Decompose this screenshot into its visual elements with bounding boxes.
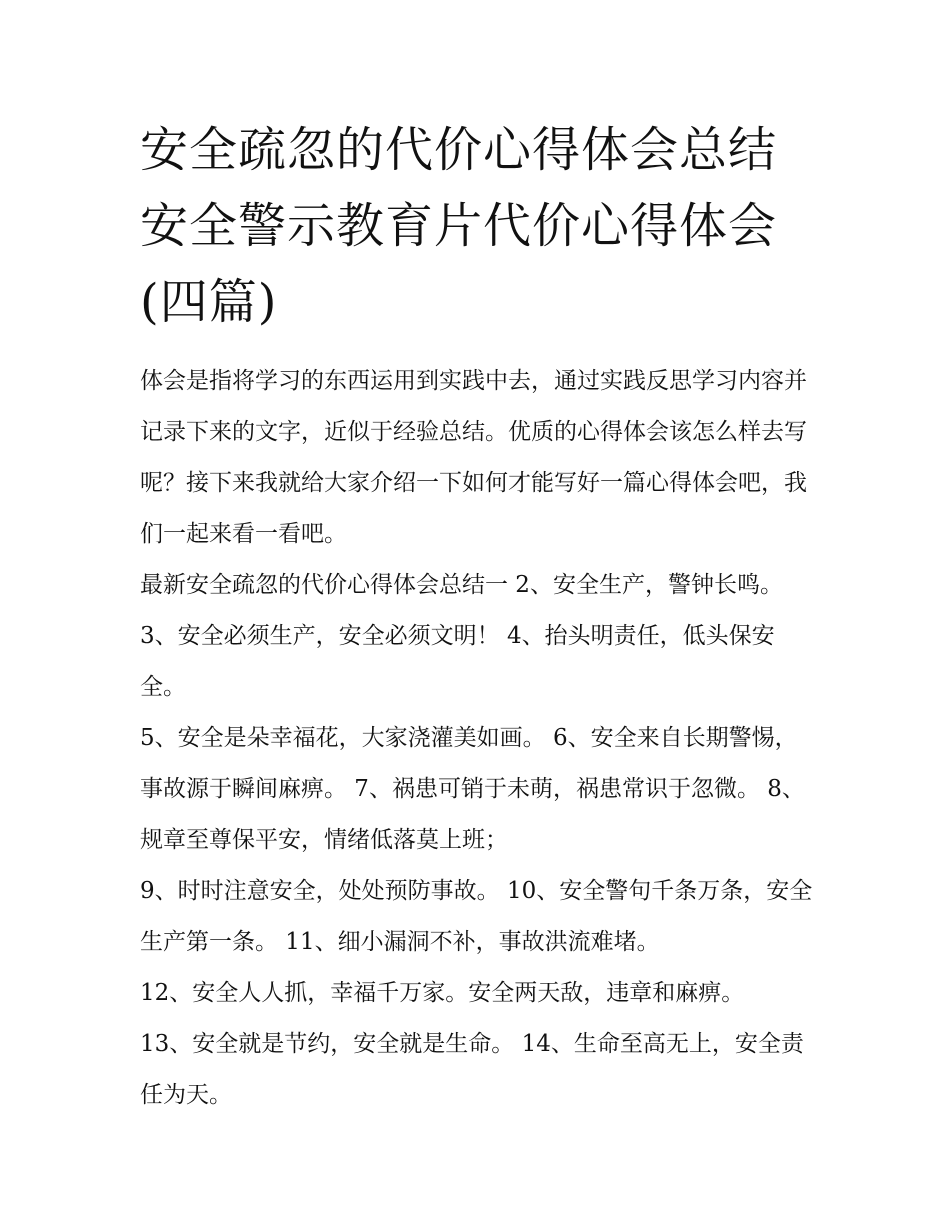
title-line-2: 安全警示教育片代价心得体会 bbox=[140, 198, 778, 254]
paragraph-slogans-5: 13、安全就是节约，安全就是生命。 14、生命至高无上，安全责任为天。 bbox=[140, 1031, 804, 1108]
paragraph-slogans-1: 最新安全疏忽的代价心得体会总结一 2、安全生产，警钟长鸣。 3、安全必须生产，安全必须文明！ 4、抬头明责任，低头保安全。 bbox=[140, 572, 783, 700]
paragraph-intro: 体会是指将学习的东西运用到实践中去，通过实践反思学习内容并记录下来的文字，近似于经验总结。优质的心得体会该怎么样去写呢？接下来我就给大家介绍一下如何才能写好一篇心得体会吧，我们一起来看一看吧。 bbox=[140, 368, 807, 547]
paragraph-slogans-4: 12、安全人人抓，幸福千万家。安全两天敌，违章和麻痹。 bbox=[140, 980, 745, 1006]
paragraph-slogans-3: 9、时时注意安全，处处预防事故。 10、安全警句千条万条，安全生产第一条。 11、细小漏洞不补，事故洪流难堵。 bbox=[140, 878, 813, 955]
title-line-3: (四篇) bbox=[140, 274, 278, 330]
title-line-1: 安全疏忽的代价心得体会总结 bbox=[140, 122, 778, 178]
document-title bbox=[140, 112, 830, 340]
paragraph-slogans-2: 5、安全是朵幸福花，大家浇灌美如画。 6、安全来自长期警惕，事故源于瞬间麻痹。 7、祸患可销于未萌，祸患常识于忽微。 8、规章至尊保平安，情绪低落莫上班； bbox=[140, 725, 805, 853]
document-body bbox=[140, 356, 820, 1121]
